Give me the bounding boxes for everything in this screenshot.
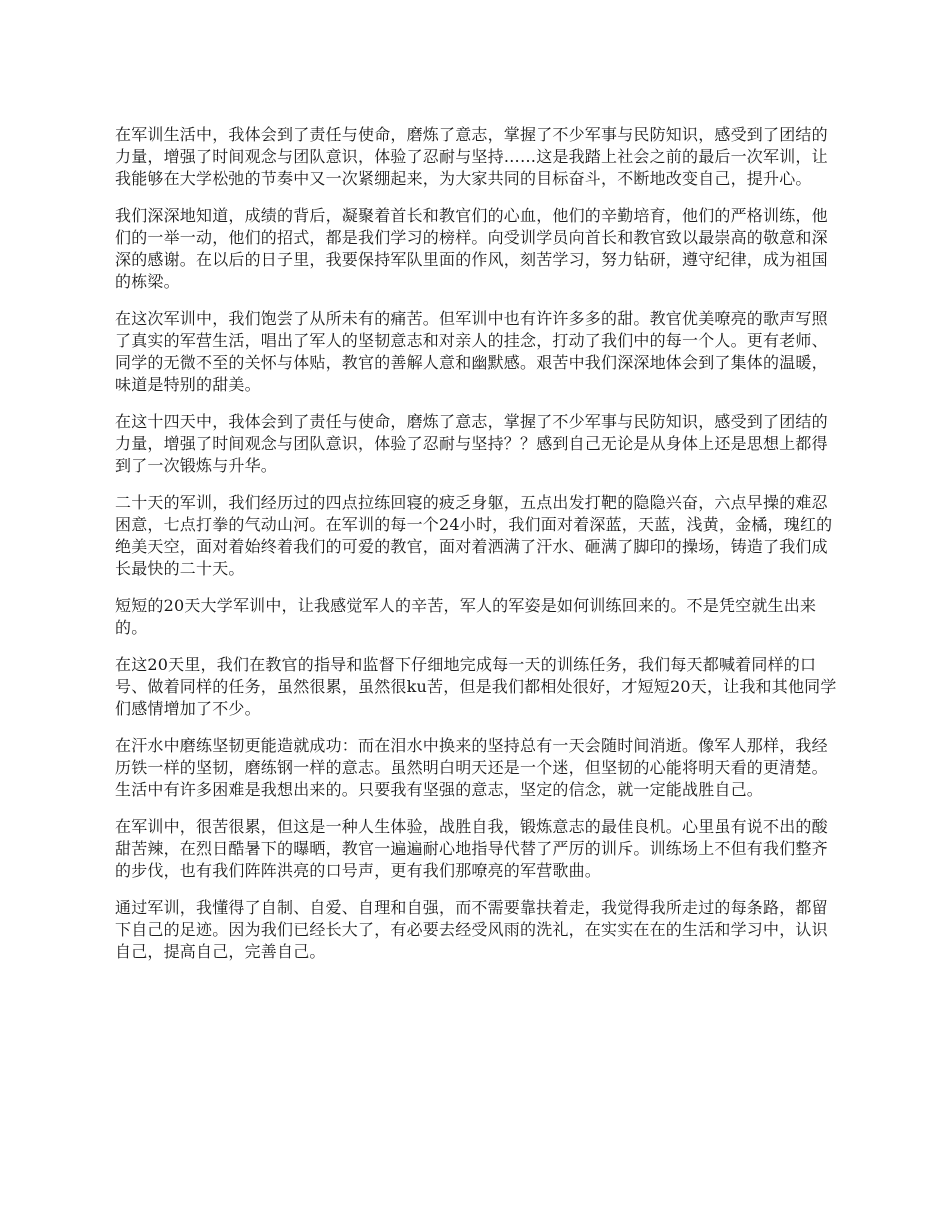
document-body	[115, 124, 839, 978]
paragraph-2: 我们深深地知道，成绩的背后，凝聚着首长和教官们的心血，他们的辛勤培育，他们的严格训练，他们的一举一动，他们的招式，都是我们学习的榜样。向受训学员向首长和教官致以最崇高的敬意和深深的感谢。在以后的日子里，我要保持军队里面的作风，刻苦学习，努力钻研，遵守纪律，成为祖国的栋梁。	[115, 206, 828, 291]
paragraph-4: 在这十四天中，我体会到了责任与使命，磨炼了意志，掌握了不少军事与民防知识，感受到了团结的力量，增强了时间观念与团队意识，体验了忍耐与坚持？？感到自己无论是从身体上还是思想上都得到了一次锻炼与升华。	[115, 412, 828, 475]
paragraph-7: 在这20天里，我们在教官的指导和监督下仔细地完成每一天的训练任务，我们每天都喊着同样的口号、做着同样的任务，虽然很累，虽然很ku苦，但是我们都相处很好，才短短20天，让我和其他同学们感情增加了不少。	[115, 655, 837, 718]
paragraph-1: 在军训生活中，我体会到了责任与使命，磨炼了意志，掌握了不少军事与民防知识，感受到了团结的力量，增强了时间观念与团队意识，体验了忍耐与坚持……这是我踏上社会之前的最后一次军训，让我能够在大学松弛的节奏中又一次紧绷起来，为大家共同的目标奋斗，不断地改变自己，提升心。	[115, 125, 828, 188]
paragraph-3: 在这次军训中，我们饱尝了从所未有的痛苦。但军训中也有许许多多的甜。教官优美嘹亮的歌声写照了真实的军营生活，唱出了军人的坚韧意志和对亲人的挂念，打动了我们中的每一个人。更有老师、同学的无微不至的关怀与体贴，教官的善解人意和幽默感。艰苦中我们深深地体会到了集体的温暖，味道是特别的甜美。	[115, 309, 828, 394]
paragraph-8: 在汗水中磨练坚韧更能造就成功：而在泪水中换来的坚持总有一天会随时间消逝。像军人那样，我经历铁一样的坚韧，磨练钢一样的意志。虽然明白明天还是一个迷，但坚韧的心能将明天看的更清楚。生活中有许多困难是我想出来的。只要我有坚强的意志，坚定的信念，就一定能战胜自己。	[115, 736, 828, 799]
paragraph-9: 在军训中，很苦很累，但这是一种人生体验，战胜自我，锻炼意志的最佳良机。心里虽有说不出的酸甜苦辣，在烈日酷暑下的曝晒，教官一遍遍耐心地指导代替了严厉的训斥。训练场上不但有我们整齐的步伐，也有我们阵阵洪亮的口号声，更有我们那嘹亮的军营歌曲。	[115, 817, 828, 880]
paragraph-6: 短短的20天大学军训中，让我感觉军人的辛苦，军人的军姿是如何训练回来的。不是凭空就生出来的。	[115, 596, 817, 637]
paragraph-5: 二十天的军训，我们经历过的四点拉练回寝的疲乏身躯，五点出发打靶的隐隐兴奋，六点早操的难忍困意，七点打拳的气动山河。在军训的每一个24小时，我们面对着深蓝，天蓝，浅黄，金橘，瑰红的绝美天空，面对着始终着我们的可爱的教官，面对着洒满了汗水、砸满了脚印的操场，铸造了我们成长最快的二十天。	[115, 493, 833, 578]
paragraph-10: 通过军训，我懂得了自制、自爱、自理和自强，而不需要靠扶着走，我觉得我所走过的每条路，都留下自己的足迹。因为我们已经长大了，有必要去经受风雨的洗礼，在实实在在的生活和学习中，认识自己，提高自己，完善自己。	[115, 898, 828, 961]
